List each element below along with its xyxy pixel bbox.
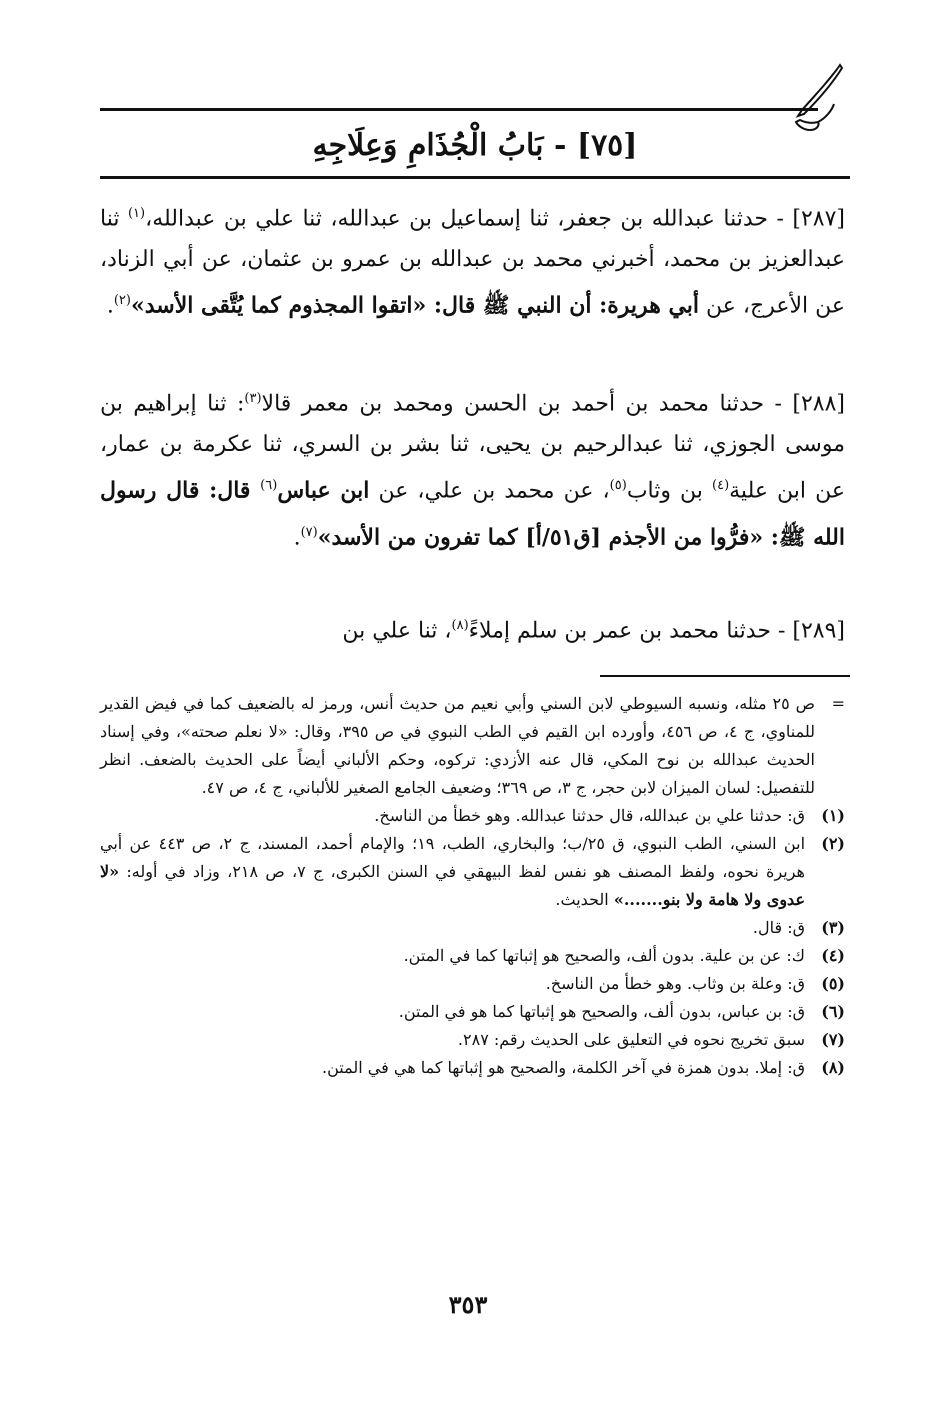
text-run: .: [293, 524, 301, 550]
text-run: ق: حدثنا علي بن عبدالله، قال حدثنا عبدالله. وهو خطأ من الناسخ.: [374, 806, 805, 825]
footnote-ref: (٣): [244, 391, 262, 406]
hadith-287: [100, 193, 845, 327]
text-run: الحديث.: [555, 890, 614, 909]
footnote-text: [322, 1058, 805, 1077]
text-run: : ثنا إبراهيم بن موسى الجوزي، ثنا عبدالرحيم بن يحيى، ثنا بشر بن السري، ثنا عكرمة بن عمار، عن ابن علية: [100, 391, 845, 504]
footnote-number: (٢): [821, 834, 845, 853]
footnote-item: [100, 998, 845, 1026]
footnote-number: (٥): [821, 974, 845, 993]
footnote-ref: (١): [127, 206, 146, 221]
footnotes: [100, 690, 845, 1082]
footnote-continuation: [100, 690, 845, 802]
text-run: سبق تخريج نحوه في التعليق على الحديث رقم: ٢٨٧.: [457, 1030, 805, 1049]
footnote-item: [100, 1054, 845, 1082]
footnote-number: (٦): [821, 1002, 845, 1021]
text-run: ق: وعلة بن وثاب. وهو خطأ من الناسخ.: [545, 974, 805, 993]
footnote-item: [100, 970, 845, 998]
text-run: [٢٨٨] - حدثنا محمد بن أحمد بن الحسن ومحمد بن معمر قالا: [261, 391, 845, 417]
footnote-ref: (٦): [260, 478, 278, 494]
footnote-ref: (٢): [113, 293, 131, 309]
footnote-rule: [600, 675, 850, 677]
footnote-number: (٤): [821, 946, 845, 965]
text-run: ، عن محمد بن علي، عن: [369, 478, 610, 504]
footnote-list: [100, 802, 845, 1082]
text-run: .: [106, 293, 114, 319]
emphasis-text: أبي هريرة: أن النبي ﷺ قال: «اتقوا المجذوم كما يُتَّقى الأسد»: [130, 292, 700, 319]
text-run: ق: إملا. بدون همزة في آخر الكلمة، والصحيح هو إثباتها كما هي في المتن.: [322, 1058, 805, 1077]
continuation-marker: =: [831, 694, 845, 713]
footnote-item: [100, 830, 845, 914]
footnote-item: [100, 914, 845, 942]
text-run: ق: بن عباس، بدون ألف، والصحيح هو إثباتها كما هو في المتن.: [398, 1002, 805, 1021]
footnote-item: [100, 942, 845, 970]
text-run: بن وثاب: [626, 478, 712, 504]
footnote-ref: (٨): [451, 618, 469, 633]
continuation-text: ص ٢٥ مثله، ونسبه السيوطي لابن السني وأبي نعيم من حديث أنس، ورمز له بالضعيف كما في فيض القدير للمناوي، ج ٤، ص ٤٥٦، وأورده ابن القيم في الطب النبوي في ص ٣٩٥، وقال: «لا نعلم صحته»، وفي إسناد الحديث عبدالله بن نوح المكي، قال عنه الأزدي: تركوه، وحكم الألباني أيضاً على الحديث بالضعف. انظر للتفصيل: لسان الميزان لابن حجر، ج ٣، ص ٣٦٩؛ وضعيف الجامع الصغير للألباني، ج ٤، ص ٤٧.: [100, 694, 815, 797]
footnote-text: [458, 1030, 805, 1049]
footnote-item: [100, 1026, 845, 1054]
text-run: ابن السني، الطب النبوي، ق ٢٥/ب؛ والبخاري، الطب، ١٩؛ والإمام أحمد، المسند، ج ٢، ص ٤٤٣ عن أبي هريرة نحوه، ولفظ المصنف هو نفس لفظ البيهقي في السنن الكبرى، ج ٧، ص ٢١٨، وزاد في أوله:: [100, 834, 806, 881]
footnote-text: [399, 1002, 805, 1021]
header-rule: [100, 108, 818, 111]
footnote-ref: (٧): [300, 524, 318, 540]
text-run: ك: عن بن علية. بدون ألف، والصحيح هو إثباتها كما في المتن.: [403, 946, 805, 965]
page-number: ٣٥٣: [448, 1290, 488, 1319]
footnote-text: [404, 946, 805, 965]
text-run: ق: قال.: [752, 918, 805, 937]
footnote-number: (٧): [821, 1030, 845, 1049]
footnote-text: [374, 806, 805, 825]
text-run: [٢٨٧] - حدثنا عبدالله بن جعفر، ثنا إسماعيل بن عبدالله، ثنا علي بن عبدالله،: [145, 206, 846, 232]
title-rule: [100, 176, 850, 179]
footnote-item: [100, 802, 845, 830]
footnote-text: [100, 834, 805, 909]
text-run: ثنا عبدالعزيز بن محمد، أخبرني محمد بن عبدالله بن عمرو بن عثمان، عن أبي الزناد، عن الأعرج، عن: [100, 206, 845, 319]
footnote-number: (٨): [821, 1058, 845, 1077]
emphasis-text: ابن عباس: [277, 477, 370, 504]
footnote-ref: (٥): [609, 478, 627, 494]
footnote-ref: (٤): [712, 478, 730, 494]
footnote-number: (٣): [821, 918, 845, 937]
emphasis-text: «لا عدوى ولا هامة ولا بنو.......»: [100, 862, 805, 909]
chapter-title: [٧٥] - بَابُ الْجُذَامِ وَعِلَاجِهِ: [312, 128, 638, 163]
hadith-289: [100, 605, 845, 651]
footnote-text: [753, 918, 805, 937]
text-run: [٢٨٩] - حدثنا محمد بن عمر بن سلم إملاءً: [468, 618, 845, 644]
emphasis-text: قال: قال رسول الله ﷺ: «فرُّوا من الأجذم [ق٥١/أ] كما تفرون من الأسد»: [100, 477, 845, 550]
footnote-text: [546, 974, 805, 993]
text-run: ، ثنا علي بن: [342, 618, 452, 644]
footnote-number: (١): [821, 806, 845, 825]
hadith-288: [100, 378, 845, 558]
